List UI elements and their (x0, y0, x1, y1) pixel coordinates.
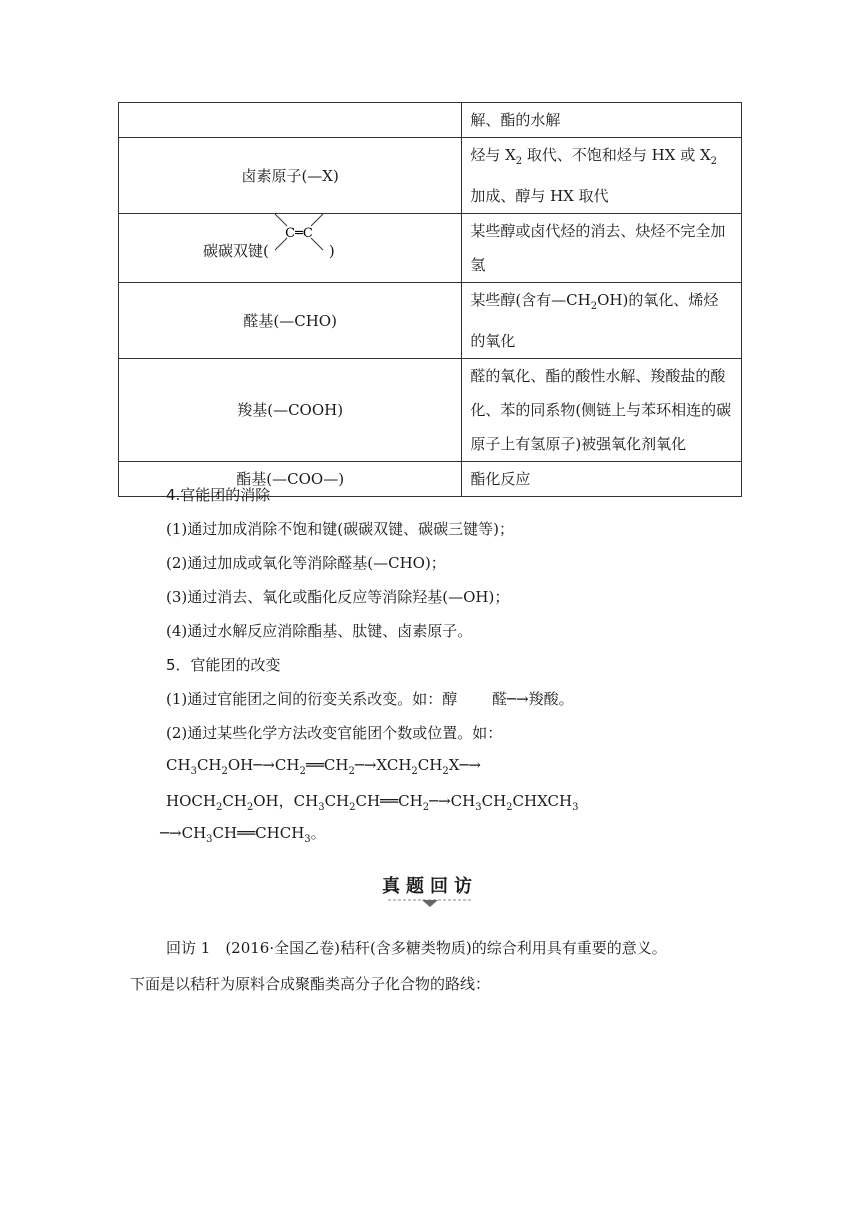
review-label: 回访 1 (166, 939, 211, 957)
review-text: 下面是以秸秆为原料合成聚酯类高分子化合物的路线： (130, 975, 491, 993)
section-4-title: 4.官能团的消除 (166, 486, 271, 504)
text-run: OH)的氧化、烯烃的氧化 (470, 291, 719, 350)
table-cell-left: 醛基(—CHO) (119, 283, 462, 359)
table-cell-right (462, 138, 742, 214)
text-run: 羧酸。 (528, 690, 574, 708)
text-run: 烃与 X (470, 146, 516, 164)
double-bond-close: ) (328, 242, 335, 260)
table-cell-right: 某些醇或卤代烃的消去、炔烃不完全加氢 (462, 214, 742, 283)
reaction-arrow: ─→ (507, 690, 529, 708)
table-row (119, 138, 742, 214)
table-row (119, 359, 742, 462)
subscript: 2 (590, 301, 598, 312)
text-run: (1)通过官能团之间的衍变关系改变。如：醇 (166, 690, 458, 708)
double-bond-atoms: C═C (284, 226, 313, 241)
reaction-line: $CH_3CH_2OH─\to CH_2══CH_2─\to XCH_2CH_2X─\to$ (166, 756, 482, 777)
reaction-line: $HOCH_2CH_2OH$，$CH_3CH_2CH══CH_2─\to CH_3CH_2CHXCH_3$ (166, 792, 579, 813)
table-row (119, 214, 742, 283)
section-5-item-1 (166, 688, 574, 709)
table-row (119, 283, 742, 359)
functional-group-table (118, 102, 742, 497)
table-cell-right: 酯化反应 (462, 462, 742, 497)
section-4-item: (2)通过加成或氧化等消除醛基(—CHO)； (166, 554, 446, 572)
table-row (119, 103, 742, 138)
review-text: 秸秆(含多糖类物质)的综合利用具有重要的意义。 (339, 939, 667, 957)
subscript: 2 (515, 156, 523, 167)
double-bond-label: 碳碳双键( (203, 242, 269, 260)
review-source: (2016·全国乙卷) (225, 939, 340, 957)
section-4-item: (3)通过消去、氧化或酯化反应等消除羟基(—OH)； (166, 588, 510, 606)
section-5-title: 5．官能团的改变 (166, 656, 281, 674)
section-5-item-2: (2)通过某些化学方法改变官能团个数或位置。如： (166, 724, 503, 742)
reaction-line: $─\to CH_3CH══CHCH_3$。 (160, 824, 326, 845)
table-cell-left (119, 103, 462, 138)
section-4-item: (4)通过水解反应消除酯基、肽键、卤素原子。 (166, 622, 473, 640)
review-paragraph (130, 930, 740, 1002)
table-cell-left: 酯基(—COO—) (119, 462, 462, 497)
table-cell-right: 解、酯的水解 (462, 103, 742, 138)
banner-divider-icon (370, 872, 490, 912)
text-run: 加成、醇与 HX 取代 (470, 187, 609, 205)
section-banner (370, 872, 490, 912)
text-run: 醛 (492, 690, 508, 708)
double-bond-structure (269, 228, 329, 268)
table-cell-left: 卤素原子(—X) (119, 138, 462, 214)
table-cell-left: 羧基(—COOH) (119, 359, 462, 462)
table-cell-right (462, 283, 742, 359)
section-4-item: (1)通过加成消除不饱和键(碳碳双键、碳碳三键等)； (166, 520, 514, 538)
text-run: 某些醇(含有—CH (470, 291, 591, 309)
subscript: 2 (710, 156, 718, 167)
banner-title: 真题回访 (382, 876, 478, 897)
table-cell-right: 醛的氧化、酯的酸性水解、羧酸盐的酸化、苯的同系物(侧链上与苯环相连的碳原子上有氢原子)被强氧化剂氧化 (462, 359, 742, 462)
double-bond-structure-icon (269, 206, 329, 256)
text-run: 取代、不饱和烃与 HX 或 X (522, 146, 711, 164)
table-cell-left (119, 214, 462, 283)
